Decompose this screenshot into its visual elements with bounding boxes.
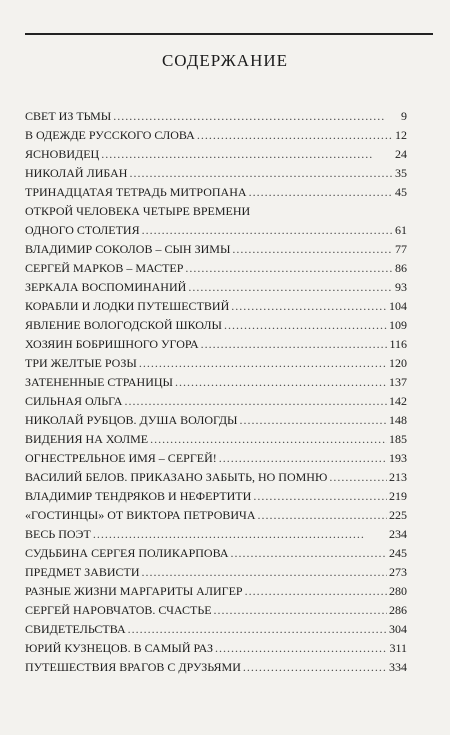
toc-entry-page: 185 (389, 432, 407, 446)
toc-entry-page: 304 (389, 622, 407, 636)
toc-entry-title: ЗАТЕНЕННЫЕ СТРАНИЦЫ (25, 375, 174, 389)
toc-entry (25, 278, 407, 297)
toc-entry (25, 145, 407, 164)
toc-entry (25, 316, 407, 335)
toc-entry (25, 221, 407, 240)
toc-entry (25, 126, 407, 145)
page-title: СОДЕРЖАНИЕ (161, 51, 289, 70)
toc-leader-dots (245, 582, 387, 601)
toc-entry-page: 9 (401, 109, 407, 123)
toc-entry (25, 544, 407, 563)
toc-entry-page: 193 (389, 451, 407, 465)
toc-entry-page: 109 (389, 318, 407, 332)
toc-entry-title: ВЛАДИМИР ТЕНДРЯКОВ И НЕФЕРТИТИ (25, 489, 252, 503)
toc-entry-page: 93 (395, 280, 407, 294)
toc-leader-dots (215, 639, 387, 658)
toc-entry-page: 219 (389, 489, 407, 503)
toc-entry-title: ПУТЕШЕСТВИЯ ВРАГОВ С ДРУЗЬЯМИ (25, 660, 241, 674)
toc-entry-title: ВЕСЬ ПОЭТ (25, 527, 91, 541)
toc-entry-page: 24 (395, 147, 407, 161)
toc-entry-title: ПРЕДМЕТ ЗАВИСТИ (25, 565, 140, 579)
toc-leader-dots (243, 658, 387, 677)
toc-entry-title: НИКОЛАЙ РУБЦОВ. ДУША ВОЛОГДЫ (25, 413, 238, 427)
toc-entry-title: ЯСНОВИДЕЦ (25, 147, 100, 161)
toc-entry (25, 487, 407, 506)
toc-leader-dots (214, 601, 387, 620)
toc-entry (25, 449, 407, 468)
toc-entry-page: 120 (389, 356, 407, 370)
toc-leader-dots (258, 506, 387, 525)
toc-leader-dots (139, 354, 387, 373)
toc-entry-title: ХОЗЯИН БОБРИШНОГО УГОРА (25, 337, 199, 351)
toc-leader-dots (101, 145, 393, 164)
toc-entry-page: 334 (389, 660, 407, 674)
toc-leader-dots (219, 449, 387, 468)
toc-leader-dots (329, 468, 387, 487)
toc-leader-dots (124, 392, 387, 411)
toc-entry-page: 104 (389, 299, 407, 313)
toc-leader-dots (249, 183, 393, 202)
toc-entry (25, 411, 407, 430)
toc-entry-title: СИЛЬНАЯ ОЛЬГА (25, 394, 123, 408)
toc-entry (25, 468, 407, 487)
toc-entry-title: ЮРИЙ КУЗНЕЦОВ. В САМЫЙ РАЗ (25, 641, 214, 655)
toc-entry (25, 392, 407, 411)
toc-entry-page: 148 (389, 413, 407, 427)
toc-entry (25, 259, 407, 278)
toc-entry-title: РАЗНЫЕ ЖИЗНИ МАРГАРИТЫ АЛИГЕР (25, 584, 243, 598)
toc-entry-title: СЕРГЕЙ НАРОВЧАТОВ. СЧАСТЬЕ (25, 603, 212, 617)
toc-entry-page: 273 (389, 565, 407, 579)
table-of-contents (25, 107, 407, 677)
toc-entry-page: 77 (395, 242, 407, 256)
toc-leader-dots (185, 259, 393, 278)
toc-entry-title: СУДЬБИНА СЕРГЕЯ ПОЛИКАРПОВА (25, 546, 229, 560)
toc-entry (25, 240, 407, 259)
toc-entry-page: 61 (395, 223, 407, 237)
toc-entry (25, 373, 407, 392)
toc-entry-title: ТРИНАДЦАТАЯ ТЕТРАДЬ МИТРОПАНА (25, 185, 247, 199)
toc-entry-page: 12 (395, 128, 407, 142)
toc-leader-dots (197, 126, 393, 145)
toc-entry-title: «ГОСТИНЦЫ» ОТ ВИКТОРА ПЕТРОВИЧА (25, 508, 256, 522)
toc-leader-dots (188, 278, 393, 297)
toc-leader-dots (232, 240, 393, 259)
toc-leader-dots (224, 316, 387, 335)
toc-entry (25, 582, 407, 601)
toc-entry-page: 245 (389, 546, 407, 560)
toc-leader-dots (142, 221, 393, 240)
toc-leader-dots (231, 297, 387, 316)
toc-entry (25, 525, 407, 544)
toc-entry-title: НИКОЛАЙ ЛИБАН (25, 166, 128, 180)
toc-entry-title: ВИДЕНИЯ НА ХОЛМЕ (25, 432, 149, 446)
toc-leader-dots (240, 411, 387, 430)
toc-entry (25, 430, 407, 449)
toc-entry-page: 280 (389, 584, 407, 598)
toc-entry-title: СВИДЕТЕЛЬСТВА (25, 622, 126, 636)
toc-entry (25, 639, 407, 658)
toc-leader-dots (93, 525, 387, 544)
toc-leader-dots (150, 430, 387, 449)
toc-leader-dots (253, 487, 387, 506)
toc-entry-page: 35 (395, 166, 407, 180)
toc-entry-title: СВЕТ ИЗ ТЬМЫ (25, 109, 112, 123)
toc-leader-dots (113, 107, 399, 126)
toc-entry (25, 297, 407, 316)
toc-entry-title: ВЛАДИМИР СОКОЛОВ – СЫН ЗИМЫ (25, 242, 231, 256)
toc-entry-page: 86 (395, 261, 407, 275)
toc-entry (25, 658, 407, 677)
toc-entry-title: ОГНЕСТРЕЛЬНОЕ ИМЯ – СЕРГЕЙ! (25, 451, 217, 465)
toc-leader-dots (142, 563, 387, 582)
toc-entry-title: СЕРГЕЙ МАРКОВ – МАСТЕР (25, 261, 184, 275)
toc-entry-title: ОДНОГО СТОЛЕТИЯ (25, 223, 140, 237)
toc-entry-title: ВАСИЛИЙ БЕЛОВ. ПРИКАЗАНО ЗАБЫТЬ, НО ПОМНЮ (25, 470, 328, 484)
toc-leader-dots (129, 164, 393, 183)
toc-entry (25, 506, 407, 525)
toc-entry (25, 107, 407, 126)
toc-entry-page: 234 (389, 527, 407, 541)
toc-leader-dots (175, 373, 387, 392)
toc-leader-dots (201, 335, 388, 354)
toc-entry-page: 286 (389, 603, 407, 617)
toc-leader-dots (128, 620, 387, 639)
toc-entry (25, 335, 407, 354)
toc-entry-page: 45 (395, 185, 407, 199)
toc-entry (25, 601, 407, 620)
toc-entry-title: ОТКРОЙ ЧЕЛОВЕКА ЧЕТЫРЕ ВРЕМЕНИ (25, 204, 251, 218)
toc-entry-page: 213 (389, 470, 407, 484)
toc-entry (25, 563, 407, 582)
toc-entry (25, 183, 407, 202)
toc-entry-page: 116 (389, 337, 407, 351)
toc-entry (25, 620, 407, 639)
toc-entry-page: 137 (389, 375, 407, 389)
top-rule (25, 33, 433, 35)
toc-leader-dots (231, 544, 387, 563)
toc-entry-page: 311 (389, 641, 407, 655)
toc-entry-title: ТРИ ЖЕЛТЫЕ РОЗЫ (25, 356, 137, 370)
toc-entry (25, 202, 407, 221)
toc-entry-page: 142 (389, 394, 407, 408)
toc-entry (25, 354, 407, 373)
toc-entry-page: 225 (389, 508, 407, 522)
toc-entry-title: ЗЕРКАЛА ВОСПОМИНАНИЙ (25, 280, 187, 294)
toc-entry-title: ЯВЛЕНИЕ ВОЛОГОДСКОЙ ШКОЛЫ (25, 318, 222, 332)
toc-entry-title: В ОДЕЖДЕ РУССКОГО СЛОВА (25, 128, 195, 142)
toc-entry-title: КОРАБЛИ И ЛОДКИ ПУТЕШЕСТВИЙ (25, 299, 230, 313)
toc-entry (25, 164, 407, 183)
